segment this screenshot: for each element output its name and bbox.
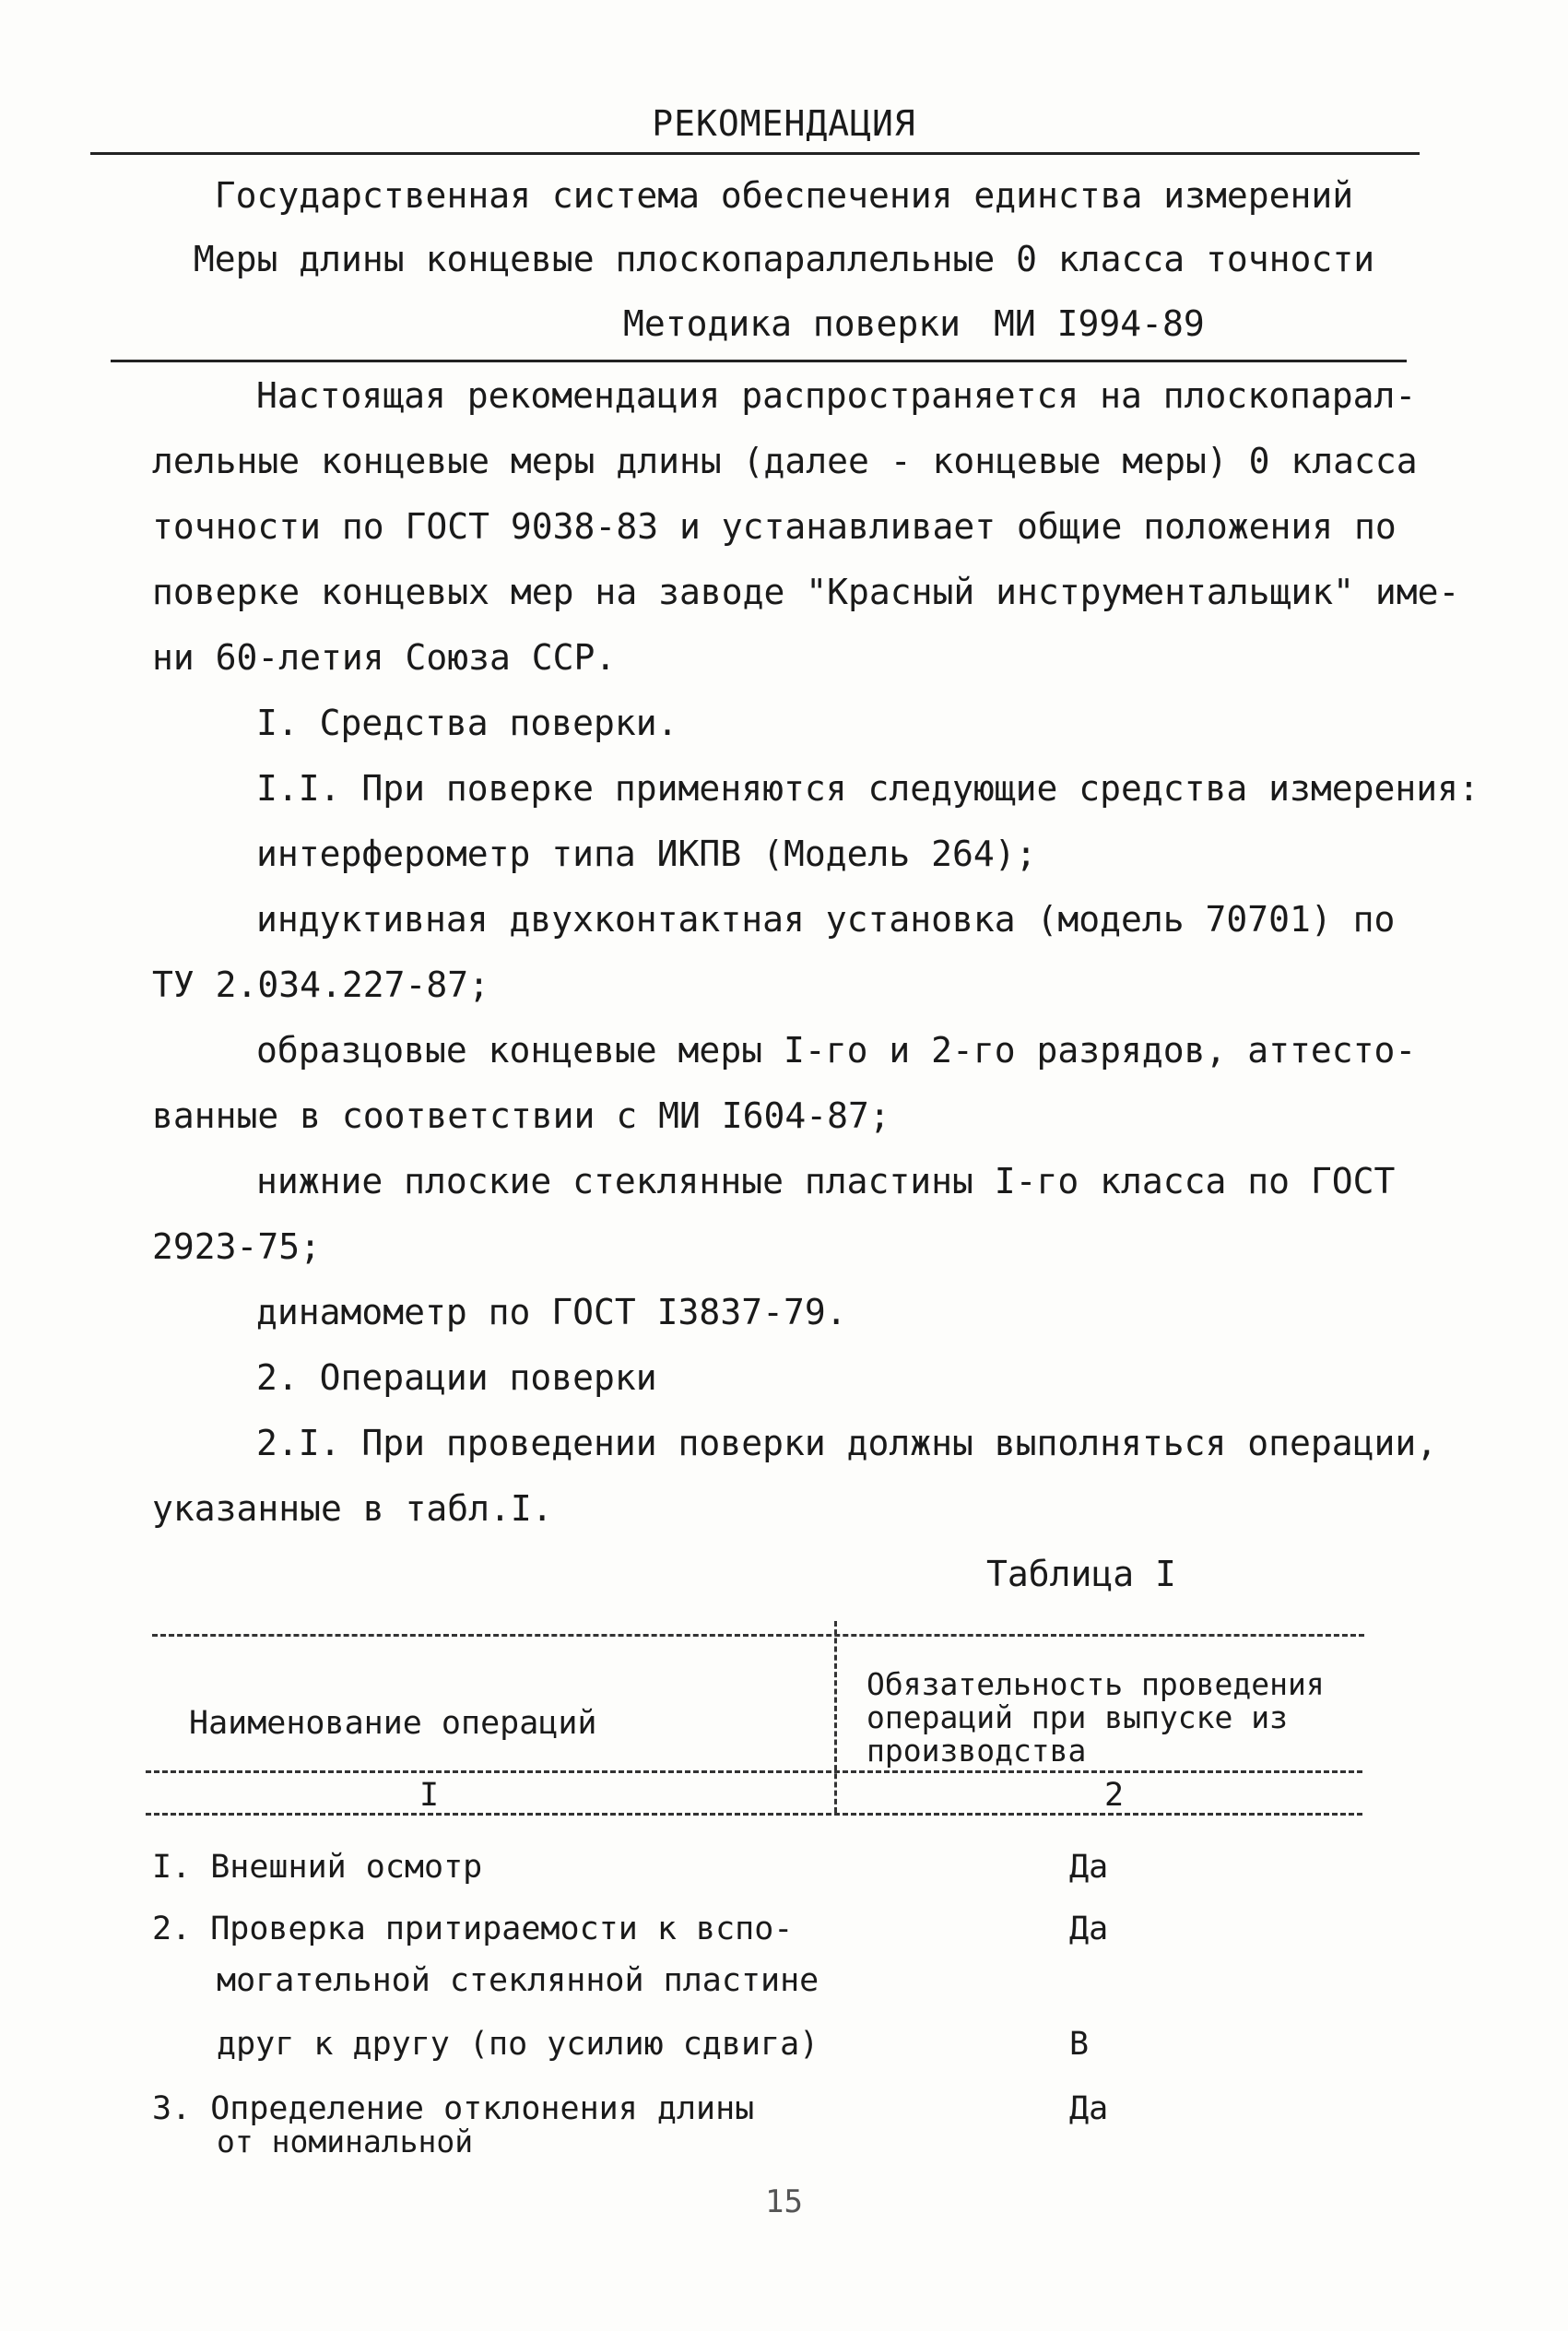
section-1-1: I.I. При поверке применяются следующие средства измерения: (256, 768, 1480, 809)
section-2-title: 2. Операции поверки (256, 1357, 657, 1398)
instrument-dynamometer: динамометр по ГОСТ I3837-79. (256, 1292, 847, 1332)
header-top-rule (90, 152, 1420, 155)
table-top-border (152, 1634, 1364, 1637)
instrument-inductive-line-1: индуктивная двухконтактная установка (модель 70701) по (256, 899, 1396, 940)
table-numbering-separator (146, 1813, 1362, 1816)
table-header-mandatory-line-3: производства (867, 1733, 1087, 1769)
intro-line-2: лельные концевые меры длины (далее - концевые меры) 0 класса (152, 441, 1418, 481)
section-1-title: I. Средства поверки. (256, 703, 678, 743)
instrument-glass-plates-line-2: 2923-75; (152, 1226, 322, 1267)
section-2-1-line-2: указанные в табл.I. (152, 1488, 553, 1529)
table-row-4-value: Да (1069, 2090, 1109, 2127)
table-column-divider (834, 1621, 837, 1813)
intro-line-5: ни 60-летия Союза ССР. (152, 637, 617, 678)
table-row-3-operation: друг к другу (по усилию сдвига) (217, 2026, 819, 2063)
table-row-2-operation-line-1: 2. Проверка притираемости к вспо- (152, 1911, 794, 1947)
table-caption: Таблица I (986, 1554, 1176, 1594)
document-type-heading: РЕКОМЕНДАЦИЯ (652, 103, 916, 144)
intro-line-4: поверке концевых мер на заводе "Красный инструментальщик" име- (152, 572, 1460, 612)
header-bottom-rule (111, 360, 1407, 362)
intro-line-3: точности по ГОСТ 9038-83 и устанавливает общие положения по (152, 506, 1397, 547)
table-header-separator (146, 1770, 1362, 1773)
table-header-mandatory-line-2: операций при выпуске из (867, 1699, 1288, 1735)
header-line-1: Государственная система обеспечения единства измерений (214, 175, 1354, 216)
table-header-operation-name: Наименование операций (189, 1705, 597, 1742)
header-line-2: Меры длины концевые плоскопараллельные 0 класса точности (193, 239, 1375, 279)
instrument-inductive-line-2: ТУ 2.034.227-87; (152, 964, 490, 1005)
instrument-gauge-blocks-line-1: образцовые концевые меры I-го и 2-го разрядов, аттесто- (256, 1030, 1417, 1071)
method-title: Методика поверки (623, 303, 961, 344)
table-row-3-value: В (1069, 2026, 1090, 2063)
table-row-2-value: Да (1069, 1911, 1109, 1947)
section-2-1-line-1: 2.I. При проведении поверки должны выполняться операции, (256, 1423, 1438, 1463)
table-row-4-operation-line-1: 3. Определение отклонения длины (152, 2090, 755, 2127)
instrument-gauge-blocks-line-2: ванные в соответствии с МИ I604-87; (152, 1095, 890, 1136)
table-row-4-operation-line-2: от номинальной (217, 2124, 474, 2159)
document-code: МИ I994-89 (994, 303, 1205, 344)
instrument-interferometer: интерферометр типа ИКПВ (Модель 264); (256, 834, 1037, 874)
table-row-2-operation-line-2: могательной стеклянной пластине (217, 1962, 819, 1999)
table-column-number-1: I (419, 1777, 440, 1814)
table-header-mandatory-line-1: Обязательность проведения (867, 1666, 1325, 1702)
intro-line-1: Настоящая рекомендация распространяется на плоскопарал- (256, 375, 1417, 416)
page-number: 15 (765, 2183, 803, 2220)
table-row-1-value: Да (1069, 1849, 1109, 1886)
table-row-1-operation: I. Внешний осмотр (152, 1849, 483, 1886)
instrument-glass-plates-line-1: нижние плоские стеклянные пластины I-го класса по ГОСТ (256, 1161, 1396, 1201)
table-column-number-2: 2 (1104, 1777, 1125, 1814)
